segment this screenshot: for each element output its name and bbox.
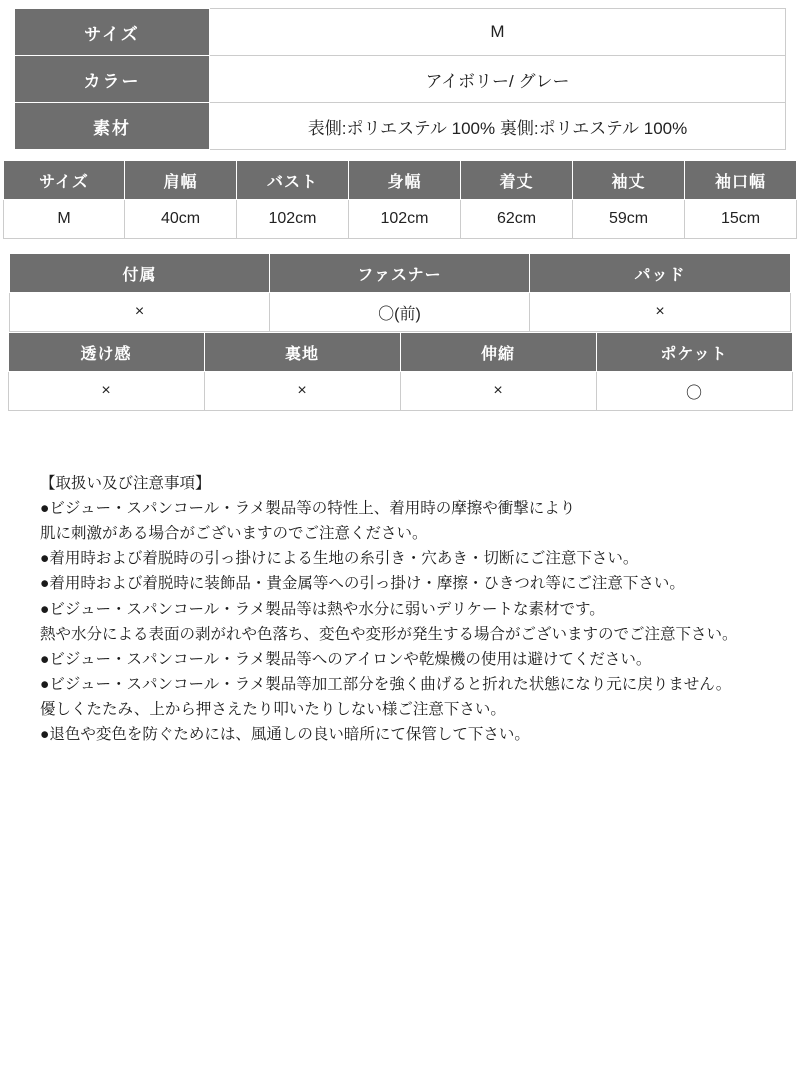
attribute-header-stretch: 伸縮 xyxy=(400,333,596,372)
spec-value-color: アイボリー/ グレー xyxy=(210,56,786,103)
care-note-line: ●ビジュー・スパンコール・ラメ製品等の特性上、着用時の摩擦や衝撃により xyxy=(40,500,576,518)
attribute-value-lining: × xyxy=(204,372,400,411)
measurement-header-shoulder: 肩幅 xyxy=(125,161,237,200)
measurement-header-cuff: 袖口幅 xyxy=(685,161,797,200)
attribute-header-lining: 裏地 xyxy=(204,333,400,372)
measurement-cell-bust: 102cm xyxy=(237,200,349,239)
table-row xyxy=(15,56,786,103)
measurement-cell-cuff: 15cm xyxy=(685,200,797,239)
care-note-line: ●ビジュー・スパンコール・ラメ製品等は熱や水分に弱いデリケートな素材です。 xyxy=(40,600,605,618)
measurement-cell-shoulder: 40cm xyxy=(125,200,237,239)
spec-label-size: サイズ xyxy=(15,9,210,56)
attribute-value-zipper: 〇(前) xyxy=(270,293,530,332)
care-notes xyxy=(14,471,786,747)
table-header-row xyxy=(4,161,797,200)
care-note-line: 肌に刺激がある場合がございますのでご注意ください。 xyxy=(40,525,428,543)
care-note-line: ●ビジュー・スパンコール・ラメ製品等加工部分を強く曲げると折れた状態になり元に戻りません。 xyxy=(40,675,732,693)
measurement-header-bust: バスト xyxy=(237,161,349,200)
care-note-line: ●退色や変色を防ぐためには、風通しの良い暗所にて保管して下さい。 xyxy=(40,726,530,744)
spec-label-material: 素材 xyxy=(15,103,210,150)
measurement-cell-length: 62cm xyxy=(461,200,573,239)
care-note-line: 熱や水分による表面の剥がれや色落ち、変色や変形が発生する場合がございますのでご注意下さい。 xyxy=(40,625,738,643)
care-notes-title: 【取扱い及び注意事項】 xyxy=(40,475,211,492)
attribute-value-stretch: × xyxy=(400,372,596,411)
table-row xyxy=(8,372,792,411)
attributes-table-secondary xyxy=(8,332,793,411)
spec-value-material: 表側:ポリエステル 100% 裏側:ポリエステル 100% xyxy=(210,103,786,150)
spec-value-size: M xyxy=(210,9,786,56)
attribute-header-pad: パッド xyxy=(530,254,791,293)
measurement-header-width: 身幅 xyxy=(349,161,461,200)
measurement-cell-size: M xyxy=(4,200,125,239)
measurement-header-sleeve: 袖丈 xyxy=(573,161,685,200)
attribute-header-accessory: 付属 xyxy=(10,254,270,293)
attribute-value-accessory: × xyxy=(10,293,270,332)
attribute-value-pad: × xyxy=(530,293,791,332)
measurement-cell-width: 102cm xyxy=(349,200,461,239)
attribute-value-sheerness: × xyxy=(8,372,204,411)
attribute-header-zipper: ファスナー xyxy=(270,254,530,293)
care-note-line: 優しくたたみ、上から押さえたり叩いたりしない様ご注意下さい。 xyxy=(40,700,506,718)
care-note-line: ●着用時および着脱時に装飾品・貴金属等への引っ掛け・摩擦・ひきつれ等にご注意下さい。 xyxy=(40,575,685,593)
care-note-line: ●ビジュー・スパンコール・ラメ製品等へのアイロンや乾燥機の使用は避けてください。 xyxy=(40,650,652,668)
basic-spec-table xyxy=(14,8,786,150)
attribute-value-pocket: 〇 xyxy=(596,372,792,411)
measurement-table xyxy=(3,160,797,239)
table-header-row xyxy=(8,333,792,372)
attribute-header-pocket: ポケット xyxy=(596,333,792,372)
attribute-header-sheerness: 透け感 xyxy=(8,333,204,372)
table-row xyxy=(10,293,791,332)
product-spec-page xyxy=(0,8,800,747)
spec-label-color: カラー xyxy=(15,56,210,103)
measurement-cell-sleeve: 59cm xyxy=(573,200,685,239)
measurement-header-size: サイズ xyxy=(4,161,125,200)
table-row xyxy=(15,103,786,150)
care-note-line: ●着用時および着脱時の引っ掛けによる生地の糸引き・穴あき・切断にご注意下さい。 xyxy=(40,550,639,568)
table-row xyxy=(15,9,786,56)
measurement-header-length: 着丈 xyxy=(461,161,573,200)
table-row xyxy=(4,200,797,239)
table-header-row xyxy=(10,254,791,293)
attributes-table-primary xyxy=(9,253,791,332)
